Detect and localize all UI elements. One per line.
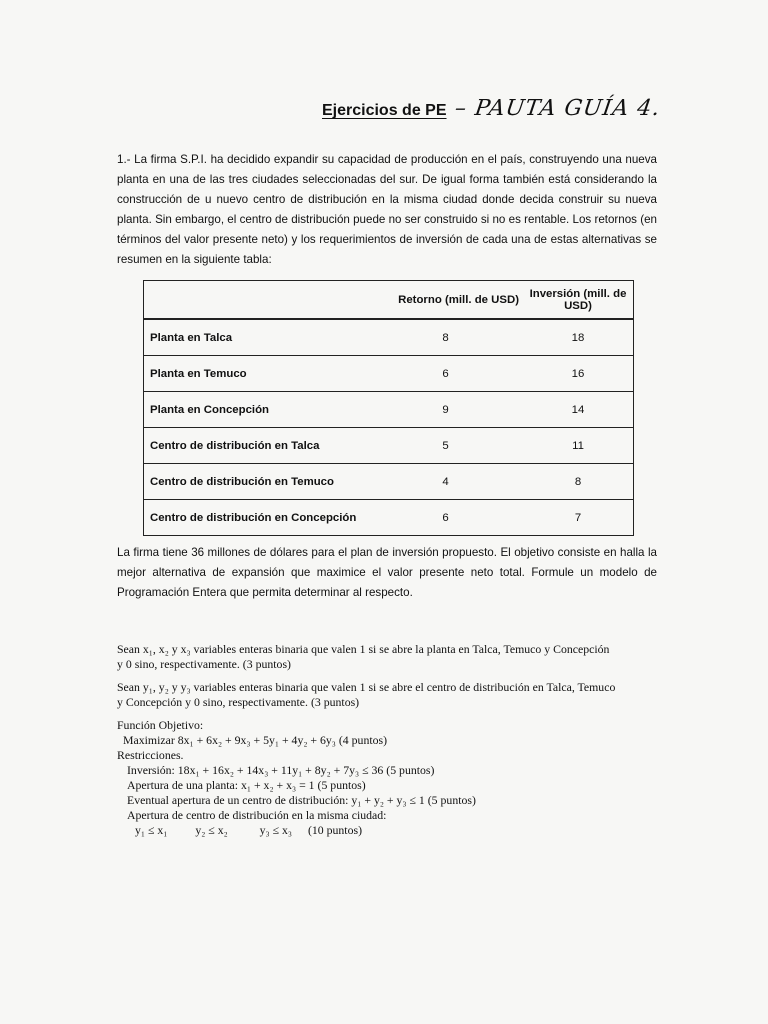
row-label: Centro de distribución en Temuco <box>144 464 369 500</box>
table-header-empty <box>144 281 369 320</box>
constraint-apertura-planta: Apertura de una planta: x₁ + x₂ + x₃ = 1 (5 puntos) <box>127 778 366 792</box>
constraint-inversion: Inversión: 18x₁ + 16x₂ + 14x₃ + 11y₁ + 8y₂ + 7y₃ ≤ 36 (5 puntos) <box>127 763 435 777</box>
document-title: Ejercicios de PE <box>322 102 447 119</box>
constraint-y1-x1: y₁ ≤ x₁ <box>135 823 168 837</box>
row-retorno: 6 <box>368 500 523 536</box>
table-row <box>144 319 634 356</box>
table-row <box>144 464 634 500</box>
table-row <box>144 356 634 392</box>
title-row <box>322 96 660 121</box>
title-dash: – <box>452 96 469 121</box>
constraint-misma-ciudad-label: Apertura de centro de distribución en la misma ciudad: <box>127 808 387 822</box>
row-retorno: 4 <box>368 464 523 500</box>
row-label: Centro de distribución en Concepción <box>144 500 369 536</box>
objective-function: Maximizar 8x₁ + 6x₂ + 9x₃ + 5y₁ + 4y₂ + 6y₃ (4 puntos) <box>123 733 388 747</box>
row-inversion: 8 <box>523 464 634 500</box>
constraint-y2-x2: y₂ ≤ x₂ <box>195 823 228 837</box>
row-inversion: 16 <box>523 356 634 392</box>
variables-y-definition: Sean y₁, y₂ y y₃ variables enteras binaria que valen 1 si se abre el centro de distribución en Talca, Temuco y Concepción y 0 sino, respectivamente. (3 puntos) <box>117 680 616 709</box>
restrictions-label: Restricciones. <box>117 748 184 762</box>
constraint-misma-ciudad-points: (10 puntos) <box>307 823 363 837</box>
row-label: Planta en Temuco <box>144 356 369 392</box>
row-inversion: 14 <box>523 392 634 428</box>
handwritten-title: PAUTA GUÍA 4. <box>472 96 662 121</box>
returns-table <box>143 280 634 536</box>
table-row <box>144 392 634 428</box>
intro-paragraph: 1.- La firma S.P.I. ha decidido expandir su capacidad de producción en el país, construyendo una nueva planta en una de las tres ciudades seleccionadas del sur. De igual forma también está considerando la construcción de u nuevo centro de distribución en la misma ciudad donde decida construir su nueva planta. Sin embargo, el centro de distribución puede no ser construido si no es rentable. Los retornos (en términos del valor presente neto) y los requerimientos de inversión de cada una de estas alternativas se resumen en la siguiente tabla: <box>117 153 657 266</box>
problem-statement-paragraph: La firma tiene 36 millones de dólares para el plan de inversión propuesto. El objetivo consiste en halla la mejor alternativa de expansión que maximice el valor presente neto total. Formule un modelo de Programación Entera que permita determinar al respecto. <box>117 546 657 599</box>
row-inversion: 18 <box>523 319 634 356</box>
constraint-y3-x3: y₃ ≤ x₃ <box>259 823 293 837</box>
row-retorno: 6 <box>368 356 523 392</box>
solution-section <box>117 642 617 838</box>
constraint-eventual-centro: Eventual apertura de un centro de distribución: y₁ + y₂ + y₃ ≤ 1 (5 puntos) <box>127 793 476 807</box>
row-label: Centro de distribución en Talca <box>144 428 369 464</box>
row-retorno: 9 <box>368 392 523 428</box>
row-retorno: 8 <box>368 319 523 356</box>
row-inversion: 7 <box>523 500 634 536</box>
table-header-retorno: Retorno (mill. de USD) <box>368 281 523 320</box>
table-row <box>144 428 634 464</box>
table-header-inversion: Inversión (mill. de USD) <box>523 281 634 320</box>
constraint-misma-ciudad <box>117 823 617 838</box>
variables-x-definition: Sean x₁, x₂ y x₃ variables enteras binaria que valen 1 si se abre la planta en Talca, Temuco y Concepción y 0 sino, respectivamente. (3 puntos) <box>117 642 610 671</box>
table-row <box>144 500 634 536</box>
row-retorno: 5 <box>368 428 523 464</box>
objective-label: Función Objetivo: <box>117 718 204 732</box>
table-header-row <box>144 281 634 320</box>
row-label: Planta en Talca <box>144 319 369 356</box>
row-label: Planta en Concepción <box>144 392 369 428</box>
row-inversion: 11 <box>523 428 634 464</box>
